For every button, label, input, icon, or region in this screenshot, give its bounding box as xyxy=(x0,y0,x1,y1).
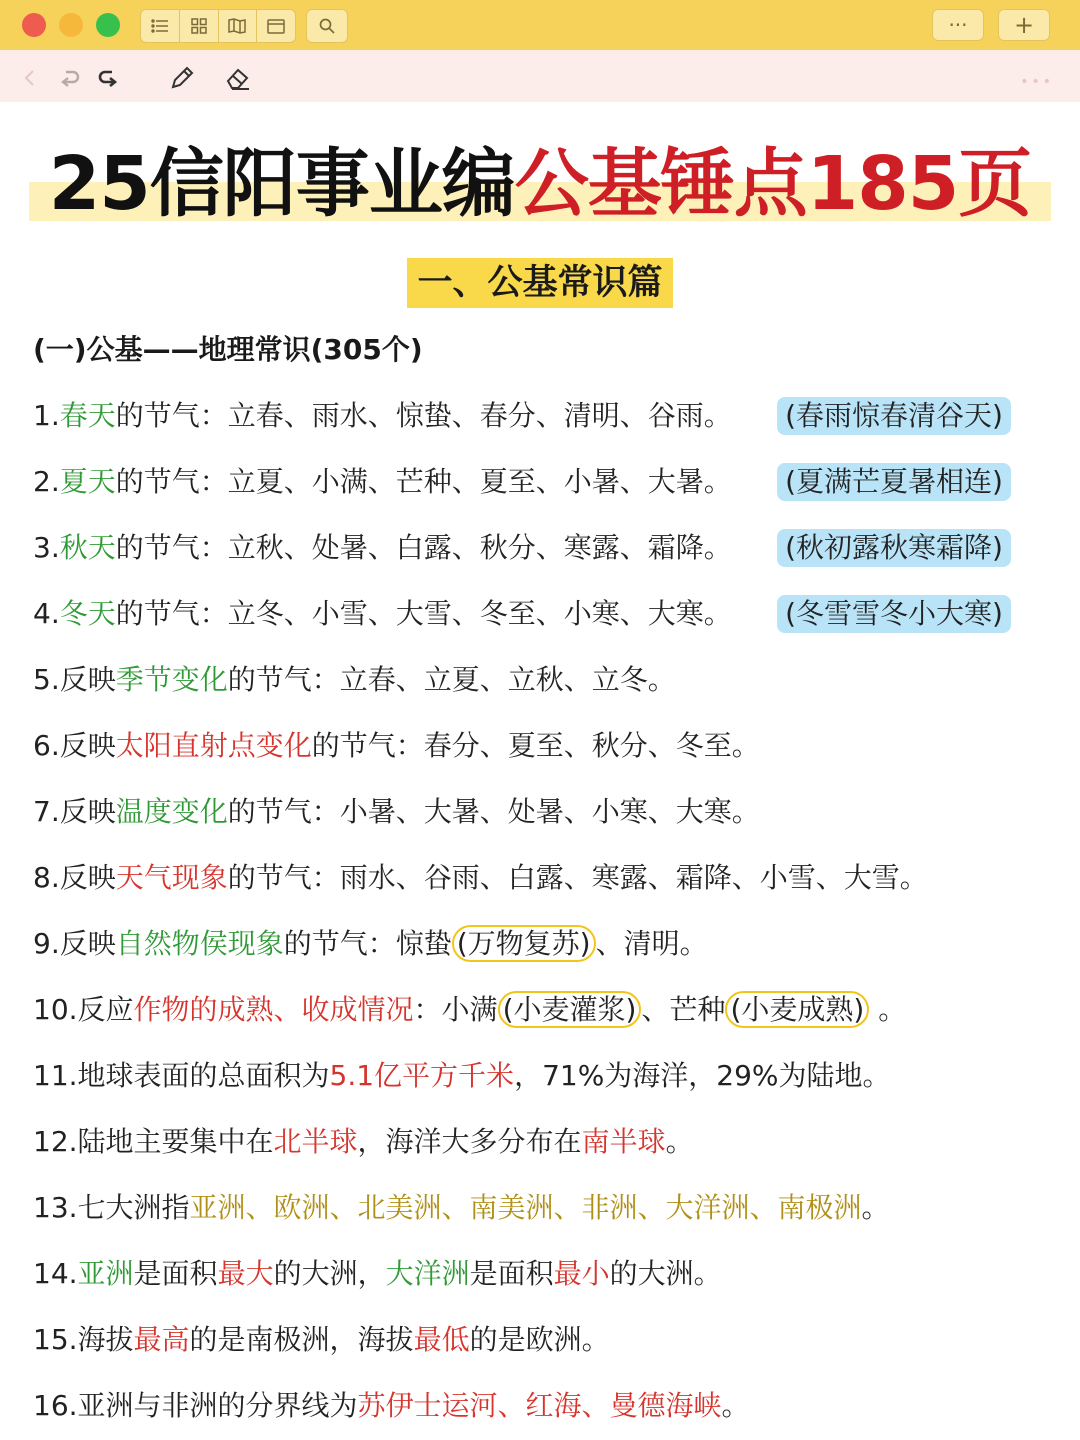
item-text: 。 xyxy=(665,1125,694,1158)
pencil-tool-button[interactable] xyxy=(166,62,198,94)
circled-annotation: (小麦灌浆) xyxy=(498,991,642,1028)
edit-toolbar xyxy=(0,50,1080,102)
pencil-icon xyxy=(169,65,195,91)
item-text: 的节气：立春、立夏、立秋、立冬。 xyxy=(227,663,676,696)
item-text: 12.陆地主要集中在 xyxy=(33,1125,274,1158)
undo-button[interactable] xyxy=(54,62,86,94)
page-title xyxy=(0,140,1080,228)
view-switcher xyxy=(140,9,296,43)
list-view-button[interactable] xyxy=(141,10,180,42)
plus-icon: + xyxy=(1013,11,1035,39)
grid-icon xyxy=(191,18,207,34)
item-highlight: 最高 xyxy=(133,1323,190,1356)
item-text: 的节气：立冬、小雪、大雪、冬至、小寒、大寒。 xyxy=(115,597,732,630)
search-button[interactable] xyxy=(306,9,348,43)
list-item xyxy=(33,1188,890,1228)
title-part-1: 25信阳事业编 xyxy=(48,141,515,227)
item-highlight: 亚洲 xyxy=(77,1257,134,1290)
item-text: 的节气：小暑、大暑、处暑、小寒、大寒。 xyxy=(227,795,760,828)
mnemonic-badge: (春雨惊春清谷天) xyxy=(777,397,1011,435)
item-text: 、芒种 xyxy=(641,993,726,1026)
item-text: 的节气：立秋、处暑、白露、秋分、寒露、霜降。 xyxy=(115,531,732,564)
sidebar-icon xyxy=(267,19,285,34)
book-view-button[interactable] xyxy=(219,10,258,42)
back-icon xyxy=(23,69,37,87)
list-item xyxy=(33,726,760,766)
title-part-2: 公基锤点185页 xyxy=(514,141,1032,227)
item-highlight: 温度变化 xyxy=(115,795,228,828)
more-icon: ··· xyxy=(948,13,968,37)
item-highlight: 秋天 xyxy=(59,531,116,564)
close-window-button[interactable] xyxy=(22,13,46,37)
item-text: 是面积 xyxy=(133,1257,218,1290)
item-highlight: 自然物侯现象 xyxy=(115,927,284,960)
title-highlight xyxy=(29,140,1051,228)
item-text: 的节气：惊蛰 xyxy=(283,927,452,960)
item-text: 的大洲。 xyxy=(609,1257,722,1290)
item-text: 的节气：雨水、谷雨、白露、寒露、霜降、小雪、大雪。 xyxy=(227,861,928,894)
list-item xyxy=(33,660,676,700)
minimize-window-button[interactable] xyxy=(59,13,83,37)
list-item xyxy=(33,1386,750,1426)
list-icon xyxy=(151,18,169,34)
item-text: 2. xyxy=(33,465,60,498)
eraser-icon xyxy=(223,65,251,91)
item-text: 6.反映 xyxy=(33,729,116,762)
section-title: 一、公基常识篇 xyxy=(407,258,673,308)
item-text: 13.七大洲指 xyxy=(33,1191,190,1224)
list-item xyxy=(33,990,906,1030)
list-item xyxy=(33,594,732,634)
item-highlight: 北半球 xyxy=(273,1125,358,1158)
circled-annotation: (万物复苏) xyxy=(452,925,596,962)
item-text: 9.反映 xyxy=(33,927,116,960)
subsection-heading: (一)公基——地理常识(305个) xyxy=(33,333,423,366)
item-highlight: 最小 xyxy=(553,1257,610,1290)
item-text: 15.海拔 xyxy=(33,1323,134,1356)
list-item xyxy=(33,1320,610,1360)
redo-icon xyxy=(96,68,120,88)
item-text: 4. xyxy=(33,597,60,630)
redo-button[interactable] xyxy=(92,62,124,94)
item-text: 3. xyxy=(33,531,60,564)
item-highlight: 季节变化 xyxy=(115,663,228,696)
back-button[interactable] xyxy=(14,62,46,94)
item-highlight: 南半球 xyxy=(581,1125,666,1158)
item-highlight: 太阳直射点变化 xyxy=(115,729,312,762)
item-highlight: 5.1亿平方千米 xyxy=(329,1059,515,1092)
item-highlight: 作物的成熟、收成情况 xyxy=(133,993,414,1026)
item-text: 8.反映 xyxy=(33,861,116,894)
item-text: 的大洲， xyxy=(273,1257,386,1290)
item-text: 16.亚洲与非洲的分界线为 xyxy=(33,1389,358,1422)
search-icon xyxy=(319,18,335,34)
item-highlight: 最大 xyxy=(217,1257,274,1290)
item-text: 。 xyxy=(869,993,907,1026)
item-highlight: 春天 xyxy=(59,399,116,432)
more-button[interactable] xyxy=(932,9,984,41)
item-text: 10.反应 xyxy=(33,993,134,1026)
item-text: 的是南极洲，海拔 xyxy=(189,1323,414,1356)
list-item xyxy=(33,1254,722,1294)
item-highlight: 冬天 xyxy=(59,597,116,630)
item-text: 。 xyxy=(721,1389,750,1422)
item-text: 是面积 xyxy=(469,1257,554,1290)
list-item xyxy=(33,528,732,568)
item-highlight: 天气现象 xyxy=(115,861,228,894)
item-highlight: 亚洲、欧洲、北美洲、南美洲、非洲、大洋洲、南极洲 xyxy=(189,1191,862,1224)
add-button[interactable] xyxy=(998,9,1050,41)
item-highlight: 夏天 xyxy=(59,465,116,498)
item-text: ，海洋大多分布在 xyxy=(357,1125,582,1158)
item-text: 的节气：春分、夏至、秋分、冬至。 xyxy=(311,729,760,762)
item-text: 的节气：立春、雨水、惊蛰、春分、清明、谷雨。 xyxy=(115,399,732,432)
item-highlight: 大洋洲 xyxy=(385,1257,470,1290)
eraser-tool-button[interactable] xyxy=(221,62,253,94)
toolbar-overflow-dots: ••• xyxy=(1020,74,1054,90)
list-item xyxy=(33,792,760,832)
mnemonic-badge: (秋初露秋寒霜降) xyxy=(777,529,1011,567)
list-item xyxy=(33,1122,694,1162)
sidebar-toggle-button[interactable] xyxy=(257,10,295,42)
list-item xyxy=(33,1056,891,1096)
list-item xyxy=(33,858,928,898)
item-text: 的是欧洲。 xyxy=(469,1323,610,1356)
item-text: 的节气：立夏、小满、芒种、夏至、小暑、大暑。 xyxy=(115,465,732,498)
item-text: ：小满 xyxy=(413,993,498,1026)
item-text: 5.反映 xyxy=(33,663,116,696)
mnemonic-badge: (冬雪雪冬小大寒) xyxy=(777,595,1011,633)
item-highlight: 苏伊士运河、红海、曼德海峡 xyxy=(357,1389,722,1422)
list-item xyxy=(33,396,732,436)
item-highlight: 最低 xyxy=(413,1323,470,1356)
item-text: 14. xyxy=(33,1257,78,1290)
item-text: 11.地球表面的总面积为 xyxy=(33,1059,330,1092)
item-text: 7.反映 xyxy=(33,795,116,828)
book-icon xyxy=(228,18,246,34)
grid-view-button[interactable] xyxy=(180,10,219,42)
item-text: 。 xyxy=(861,1191,890,1224)
item-text: 、清明。 xyxy=(595,927,708,960)
item-text: ，71%为海洋，29%为陆地。 xyxy=(514,1059,891,1092)
circled-annotation: (小麦成熟) xyxy=(725,991,869,1028)
zoom-window-button[interactable] xyxy=(96,13,120,37)
item-text: 1. xyxy=(33,399,60,432)
mnemonic-badge: (夏满芒夏暑相连) xyxy=(777,463,1011,501)
undo-icon xyxy=(58,68,82,88)
list-item xyxy=(33,924,708,964)
list-item xyxy=(33,462,732,502)
